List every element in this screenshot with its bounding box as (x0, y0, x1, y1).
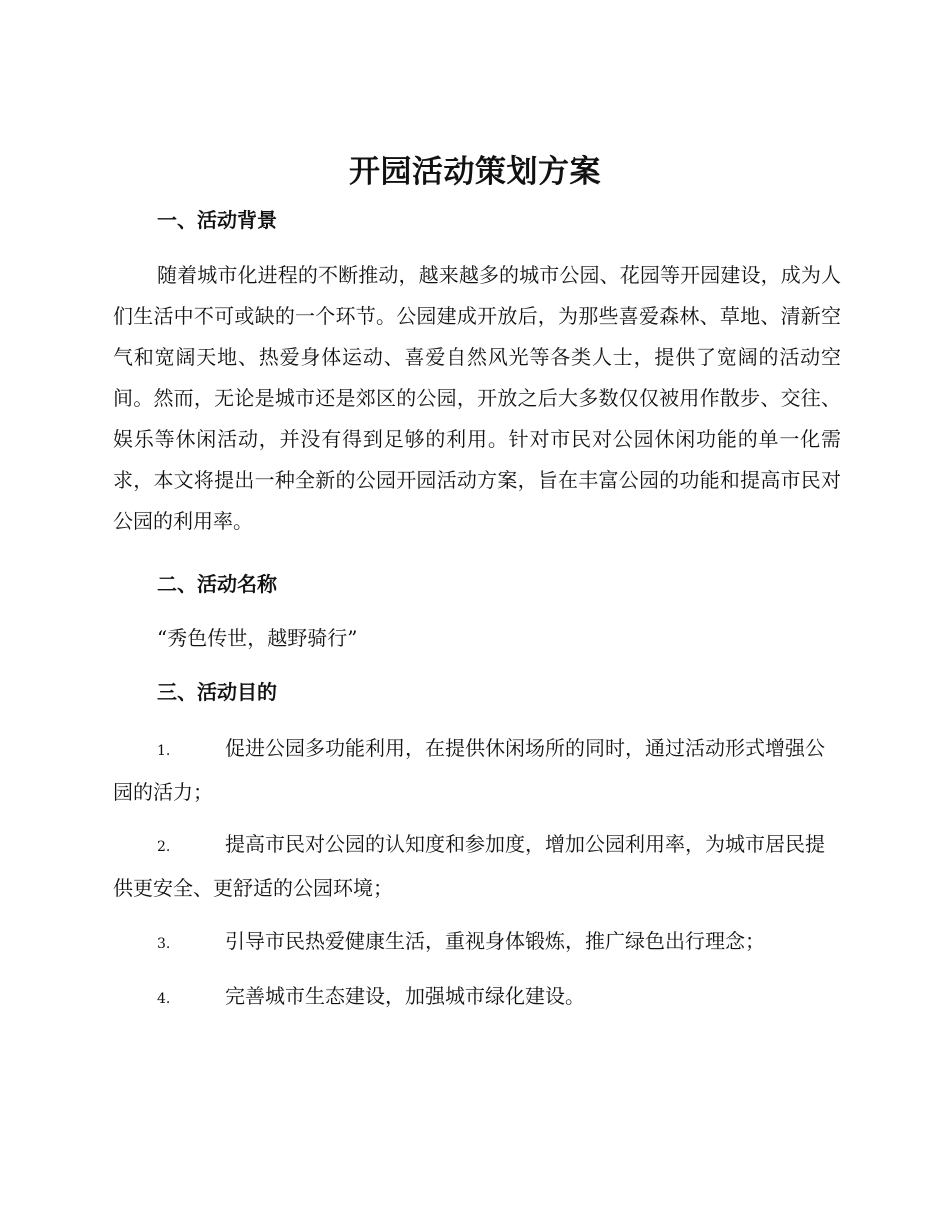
list-item-number: 1. (157, 743, 171, 759)
list-item-text: 促进公园多功能利用，在提供休闲场所的同时，通过活动形式增强公园的活力； (113, 736, 825, 804)
section-heading-background: 一、活动背景 (157, 208, 277, 232)
background-paragraph: 随着城市化进程的不断推动，越来越多的城市公园、花园等开园建设，成为人们生活中不可或缺的一个环节。公园建成开放后，为那些喜爱森林、草地、清新空气和宽阔天地、热爱身体运动、喜爱自然风光等各类人士，提供了宽阔的活动空间。然而，无论是城市还是郊区的公园，开放之后大多数仅仅被用作散步、交往、娱乐等休闲活动，并没有得到足够的利用。针对市民对公园休闲功能的单一化需求，本文将提出一种全新的公园开园活动方案，旨在丰富公园的功能和提高市民对公园的利用率。 (113, 263, 841, 533)
document-title: 开园活动策划方案 (349, 154, 601, 190)
section-heading-name: 二、活动名称 (157, 572, 277, 596)
list-item-number: 4. (157, 991, 171, 1007)
purpose-list-item (113, 976, 841, 1020)
list-item-text: 提高市民对公园的认知度和参加度，增加公园利用率，为城市居民提供更安全、更舒适的公园环境； (113, 832, 825, 900)
list-item-text: 完善城市生态建设，加强城市绿化建设。 (225, 984, 585, 1008)
section-heading-purpose: 三、活动目的 (157, 680, 277, 704)
purpose-list-item (113, 728, 841, 813)
list-item-number: 2. (157, 839, 171, 855)
purpose-list-item (113, 824, 841, 909)
activity-name-quote: “秀色传世，越野骑行” (157, 626, 358, 650)
purpose-list-item (113, 921, 841, 965)
list-item-text: 引导市民热爱健康生活，重视身体锻炼，推广绿色出行理念； (225, 929, 765, 953)
list-item-number: 3. (157, 936, 171, 952)
